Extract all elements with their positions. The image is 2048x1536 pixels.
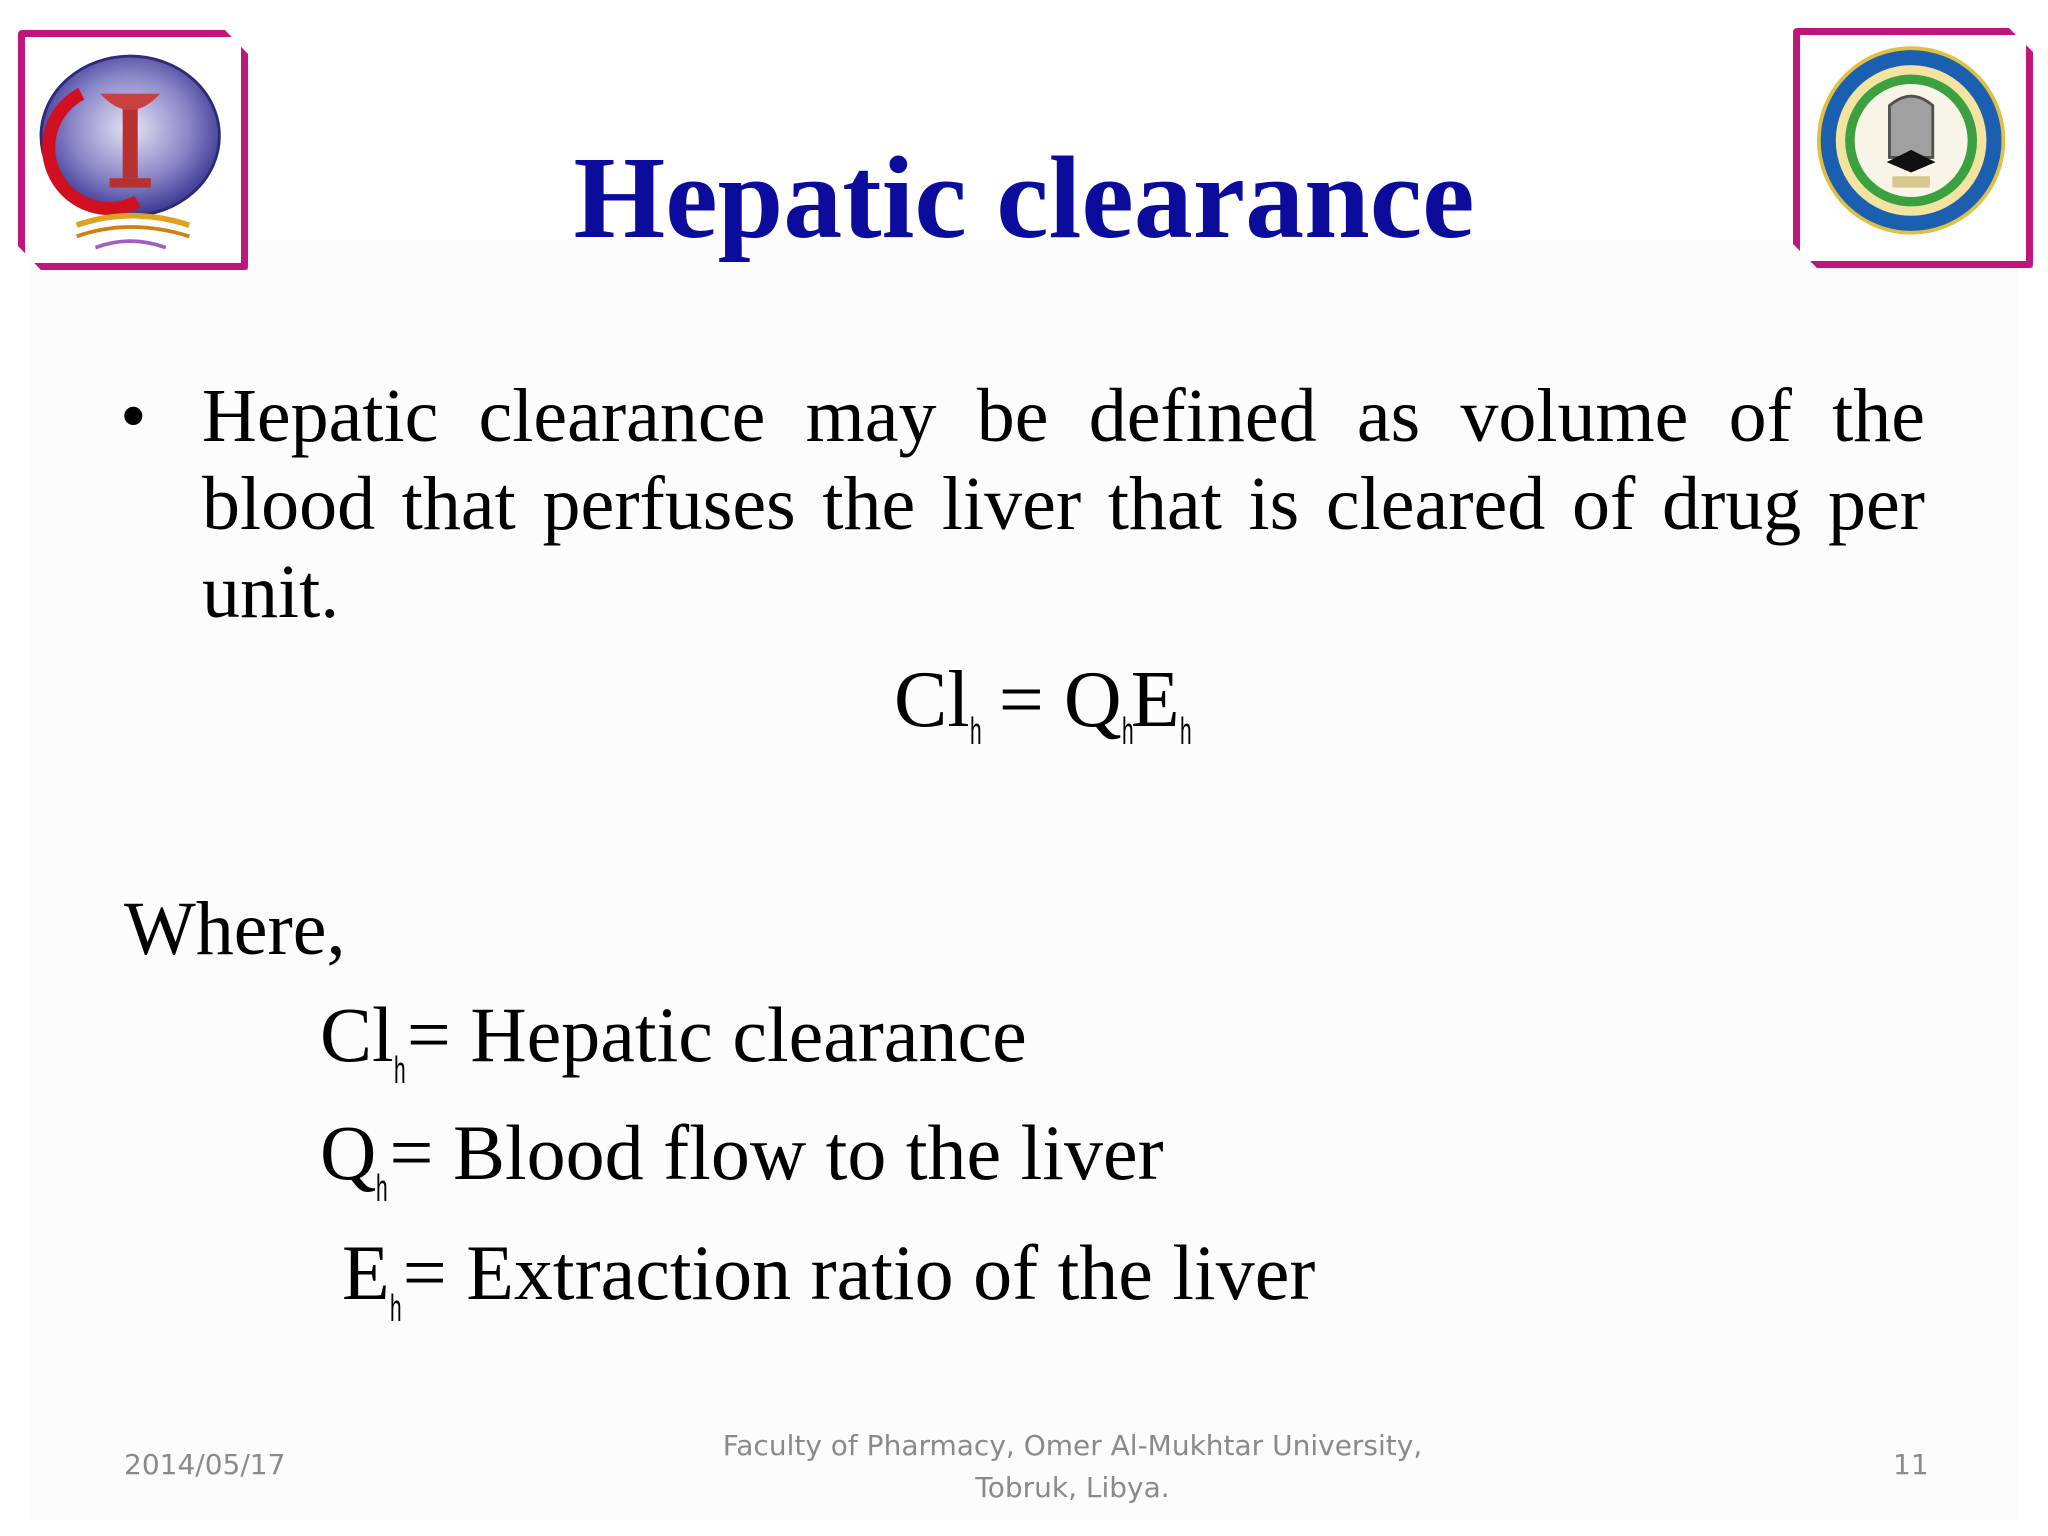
where-label: Where, xyxy=(124,887,346,971)
definition-text: = Extraction ratio of the liver xyxy=(402,1229,1316,1316)
equation-cl-subscript: h xyxy=(969,711,982,753)
equation-e-subscript: h xyxy=(1179,711,1192,753)
definition-q xyxy=(320,1108,1164,1234)
definition-subscript: h xyxy=(376,1168,388,1210)
definition-symbol: E xyxy=(342,1229,390,1316)
footer-institution-line1: Faculty of Pharmacy, Omer Al-Mukhtar University, xyxy=(722,1429,1423,1462)
definition-e xyxy=(342,1228,1315,1354)
definition-text: = Blood flow to the liver xyxy=(389,1109,1164,1196)
equation-q-subscript: h xyxy=(1121,711,1134,753)
equation-e: E xyxy=(1130,656,1180,744)
definition-cl xyxy=(320,990,1027,1116)
footer-institution xyxy=(620,1425,1525,1509)
equation-equals: = xyxy=(978,656,1064,744)
footer-date: 2014/05/17 xyxy=(124,1448,286,1481)
equation-cl: Cl xyxy=(894,656,970,744)
equation-q: Q xyxy=(1063,656,1122,744)
hepatic-clearance-equation xyxy=(894,655,1192,777)
definition-symbol: Cl xyxy=(320,991,394,1078)
definition-symbol: Q xyxy=(320,1109,377,1196)
footer-page-number: 11 xyxy=(1893,1448,1929,1481)
footer-institution-line2: Tobruk, Libya. xyxy=(975,1471,1170,1504)
bullet-text: Hepatic clearance may be defined as volume of the blood that perfuses the liver that is cleared of drug per unit. xyxy=(202,374,1925,634)
slide-title: Hepatic clearance xyxy=(573,132,1475,263)
definition-subscript: h xyxy=(389,1288,402,1330)
definition-subscript: h xyxy=(393,1050,406,1092)
definition-text: = Hepatic clearance xyxy=(406,991,1027,1078)
bullet-icon: • xyxy=(120,374,147,458)
